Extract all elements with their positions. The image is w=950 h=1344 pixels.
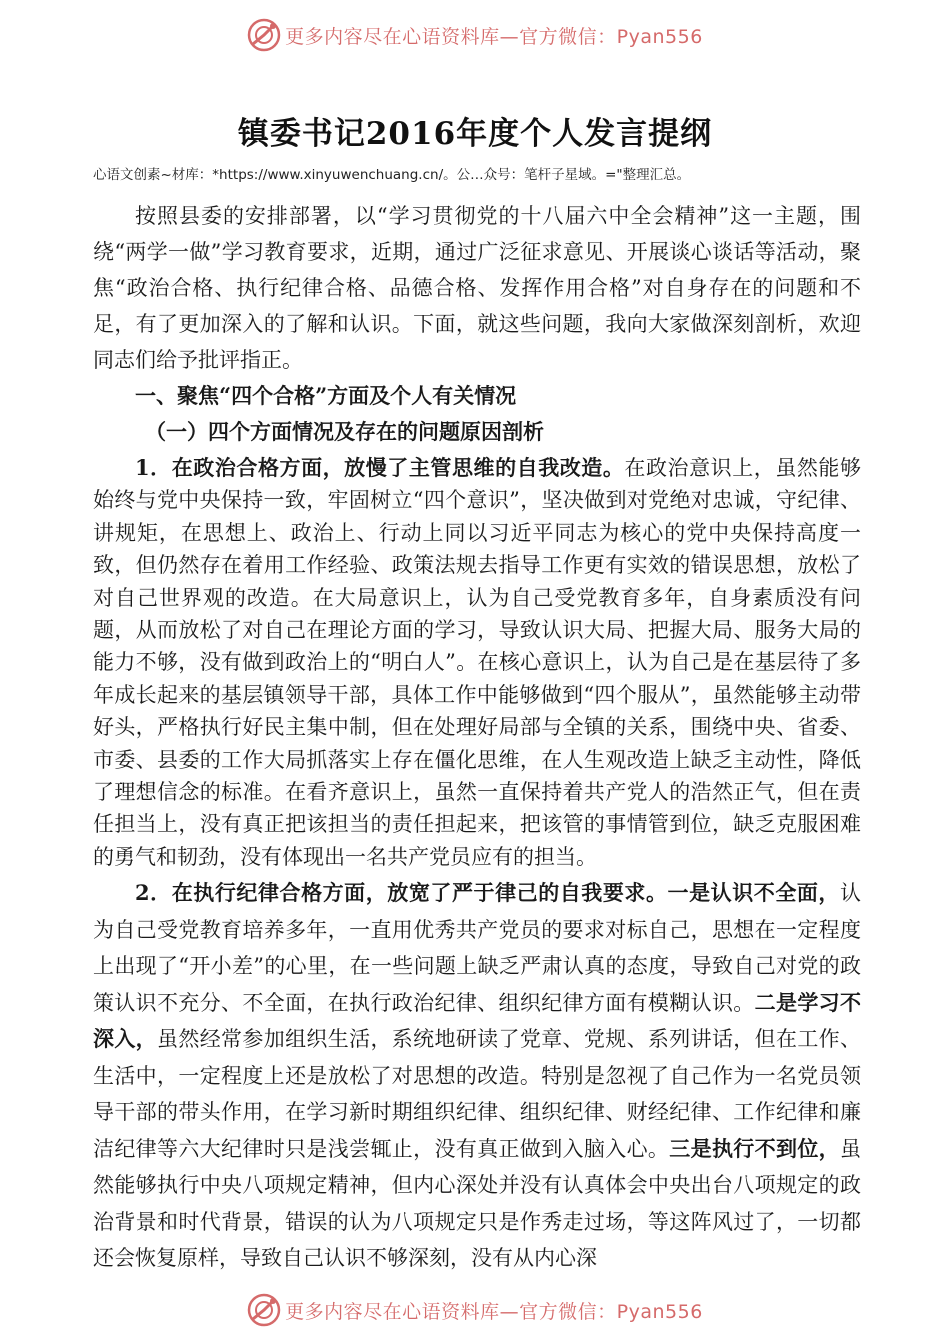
document-body: [93, 198, 861, 1277]
item-2-body-1: 认为自己受党教育培养多年，一直用优秀共产党员的要求对标自己，思想在一定程度上出现了“开小差”的心里，在一些问题上缺乏严肃认真的态度，导致自己对党的政策认识不充分、不全面，在执行政治纪律、组织纪律方面有模糊认识。: [93, 881, 861, 1015]
item-2-paragraph: [93, 875, 861, 1277]
banner-wechat-text: 官方微信：Pyan556: [519, 25, 703, 48]
banner-separator: —: [499, 25, 520, 48]
item-1-paragraph: [93, 452, 861, 873]
source-line: 心语文创素~材库：*https://www.xinyuwenchuang.cn/。公…众号：笔杆子星域。="整理汇总。: [93, 167, 691, 183]
banner-main-text: 更多内容尽在心语资料库: [285, 25, 500, 48]
banner-text: [285, 1297, 703, 1324]
brand-logo-icon: [247, 18, 281, 52]
document-title: 镇委书记2016年度个人发言提纲: [237, 116, 713, 152]
item-2-lead-1: 一是认识不全面，: [667, 880, 840, 906]
brand-logo-icon: [247, 1293, 281, 1327]
watermark-banner-bottom: [0, 1290, 950, 1330]
item-1-body: 在政治意识上，虽然能够始终与党中央保持一致，牢固树立“四个意识”，坚决做到对党绝对忠诚，守纪律、讲规矩，在思想上、政治上、行动上同以习近平同志为核心的党中央保持高度一致，但仍然存在着用工作经验、政策法规去指导工作更有实效的错误思想，放松了对自己世界观的改造。在大局意识上，认为自己受党教育多年，自身素质没有问题，从而放松了对自己在理论方面的学习，导致认识大局、把握大局、服务大局的能力不够，没有做到政治上的“明白人”。在核心意识上，认为自己是在基层待了多年成长起来的基层镇领导干部，具体工作中能够做到“四个服从”，虽然能够主动带好头，严格执行好民主集中制，但在处理好局部与全镇的关系，围绕中央、省委、市委、县委的工作大局抓落实上存在僵化思维，在人生观改造上缺乏主动性，降低了理想信念的标准。在看齐意识上，虽然一直保持着共产党人的浩然正气，但在责任担当上，没有真正把该担当的责任担起来，把该管的事情管到位，缺乏克服困难的勇气和韧劲，没有体现出一名共产党员应有的担当。: [93, 456, 861, 869]
item-2-body-3: 虽然能够执行中央八项规定精神，但内心深处并没有认真体会中央出台八项规定的政治背景和时代背景，错误的认为八项规定只是作秀走过场，等这阵风过了，一切都还会恢复原样，导致自己认识不够深刻，没有从内心深: [93, 1136, 862, 1271]
banner-wechat-text: 官方微信：Pyan556: [519, 1300, 703, 1323]
banner-separator: —: [499, 1300, 520, 1323]
banner-text: [285, 22, 703, 49]
item-1-heading: 1．在政治合格方面，放慢了主管思维的自我改造。: [135, 455, 625, 480]
item-2-body-2: 虽然经常参加组织生活，系统地研读了党章、党规、系列讲话，但在工作、生活中，一定程度上还是放松了对思想的改造。特别是忽视了自己作为一名党员领导干部的带头作用，在学习新时期组织纪律、组织纪律、财经纪律、工作纪律和廉洁纪律等六大纪律时只是浅尝辄止，没有真正做到入脑入心。: [93, 1027, 861, 1161]
banner-main-text: 更多内容尽在心语资料库: [285, 1300, 500, 1323]
section-heading: 一、聚焦“四个合格”方面及个人有关情况: [135, 383, 517, 408]
item-2-lead-2: 二是学习不深入，: [93, 989, 862, 1052]
subsection-heading: （一）四个方面情况及存在的问题原因剖析: [145, 419, 544, 444]
intro-paragraph: 按照县委的安排部署，以“学习贯彻党的十八届六中全会精神”这一主题，围绕“两学一做”学习教育要求，近期，通过广泛征求意见、开展谈心谈话等活动，聚焦“政治合格、执行纪律合格、品德合格、发挥作用合格”对自身存在的问题和不足，有了更加深入的了解和认识。下面，就这些问题，我向大家做深刻剖析，欢迎同志们给予批评指正。: [93, 204, 861, 372]
watermark-banner-top: [0, 15, 950, 55]
item-2-heading: 2．在执行纪律合格方面，放宽了严于律己的自我要求。: [135, 880, 668, 906]
item-2-lead-3: 三是执行不到位，: [669, 1135, 841, 1161]
